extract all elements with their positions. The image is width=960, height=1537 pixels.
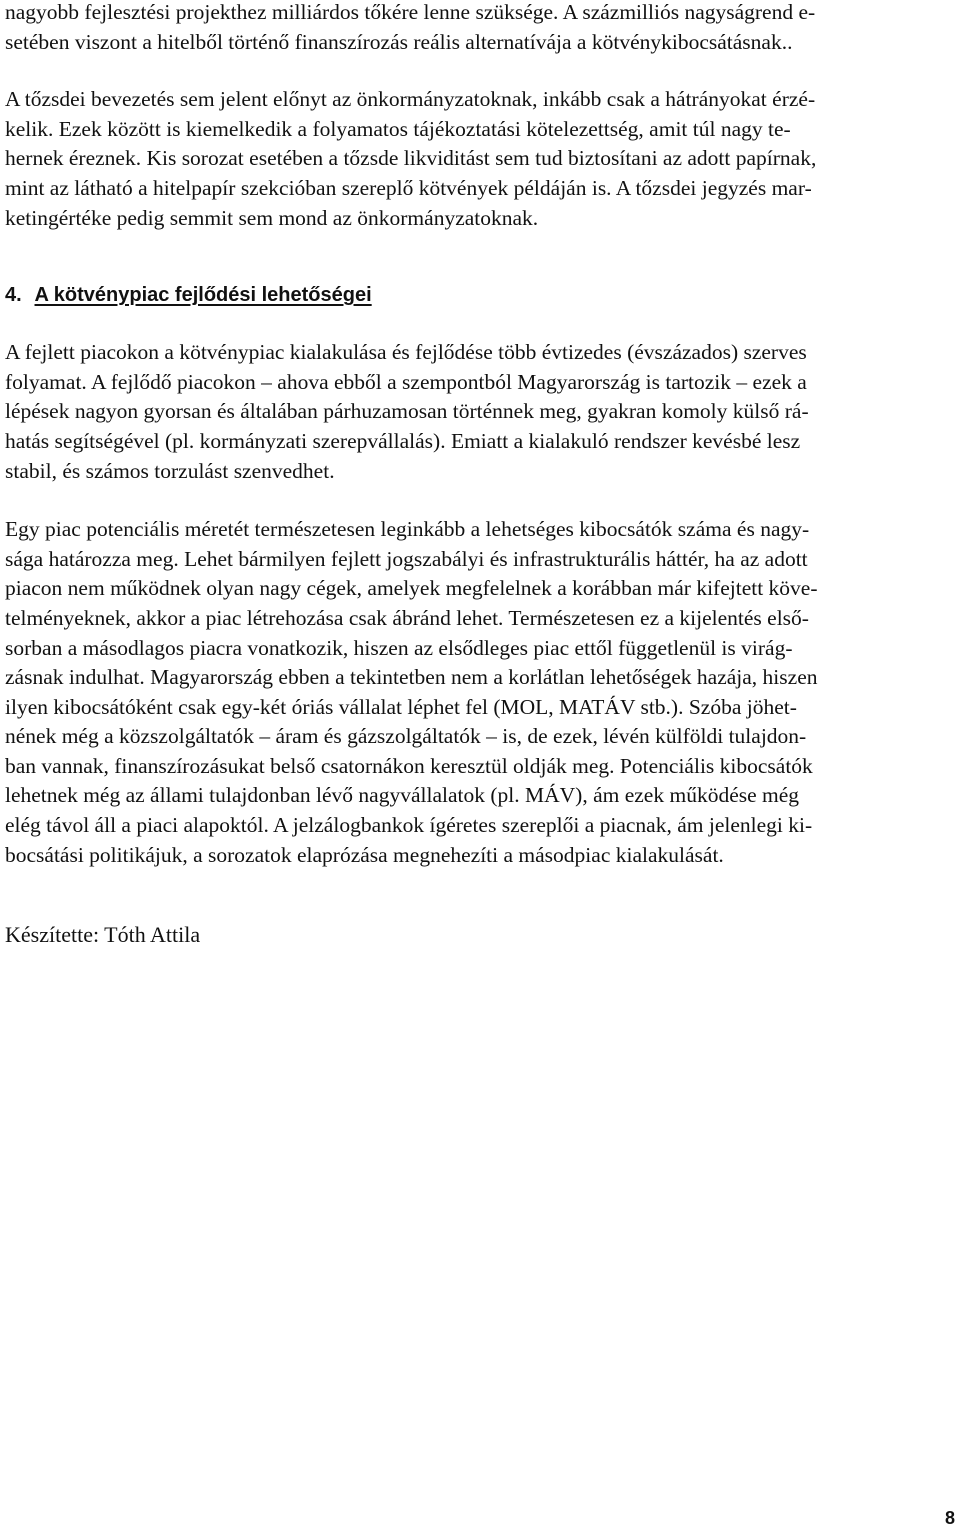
author-line: Készítette: Tóth Attila — [5, 922, 201, 948]
page-number: 8 — [944, 1508, 955, 1528]
paragraph-market-size: Egy piac potenciális méretét természetesen leginkább a lehetséges kibocsátók száma és nagy- sága határozza meg. Lehet bármilyen fejlett jogszabályi és infrastrukturális háttér, ha az adott piacon nem működnek olyan nagy cégek, amelyek megfelelnek a korábban már kifejtett köve- telményeknek, akkor a piac létrehozása csak ábránd lehet. Természetesen ez a kijelentés első- sorban a másodlagos piacra vonatkozik, hiszen az elsődleges piac ettől függetlenül is virág- zásnak indulhat. Magyarország ebben a tekintetben nem a korlátlan lehetőségek hazája, hiszen ilyen kibocsátóként csak egy-két óriás vállalat léphet fel (MOL, MATÁV stb.). Szóba jöhet- nének még a közszolgáltatók – áram és gázszolgáltatók – is, de ezek, lévén külföldi tulajdon- ban vannak, finanszírozásukat belső csatornákon keresztül oldják meg. Potenciális kibocsátók lehetnek még az állami tulajdonban lévő nagyvállalatok (pl. MÁV), ám ezek működése még elég távol áll a piaci alapoktól. A jelzálogbankok ígéretes szereplői a piacnak, ám jelenlegi ki- bocsátási politikájuk, a sorozatok elaprózása megnehezíti a másodpiac kialakulását. — [5, 517, 818, 867]
document-page — [5, 0, 955, 950]
paragraph-stock-exchange: A tőzsdei bevezetés sem jelent előnyt az önkormányzatoknak, inkább csak a hátrányokat érzé- kelik. Ezek között is kiemelkedik a folyamatos tájékoztatási kötelezettség, amit túl nagy te- hernek éreznek. Kis sorozat esetében a tőzsde likviditást sem tud biztosítani az adott papírnak, mint az látható a hitelpapír szekcióban szereplő kötvények példáján is. A tőzsdei jegyzés mar- ketingértéke pedig semmit sem mond az önkormányzatoknak. — [5, 87, 817, 230]
paragraph-developed-markets: A fejlett piacokon a kötvénypiac kialakulása és fejlődése több évtizedes (évszázados) szerves folyamat. A fejlődő piacokon – ahova ebből a szempontból Magyarország is tartozik – ezek a lépések nagyon gyorsan és általában párhuzamosan történnek meg, gyakran komoly külső rá- hatás segítségével (pl. kormányzati szerepvállalás). Emiatt a kialakuló rendszer kevésbé lesz stabil, és számos torzulást szenvedhet. — [5, 340, 809, 483]
paragraph-intro-continuation: nagyobb fejlesztési projekthez milliárdos tőkére lenne szüksége. A százmilliós nagyságrend e- setében viszont a hitelből történő finanszírozás reális alternatívája a kötvénykibocsátásnak.. — [5, 0, 816, 54]
section-title: A kötvénypiac fejlődési lehetőségei — [34, 284, 372, 307]
section-number: 4. — [5, 284, 22, 307]
section-heading — [5, 280, 955, 310]
